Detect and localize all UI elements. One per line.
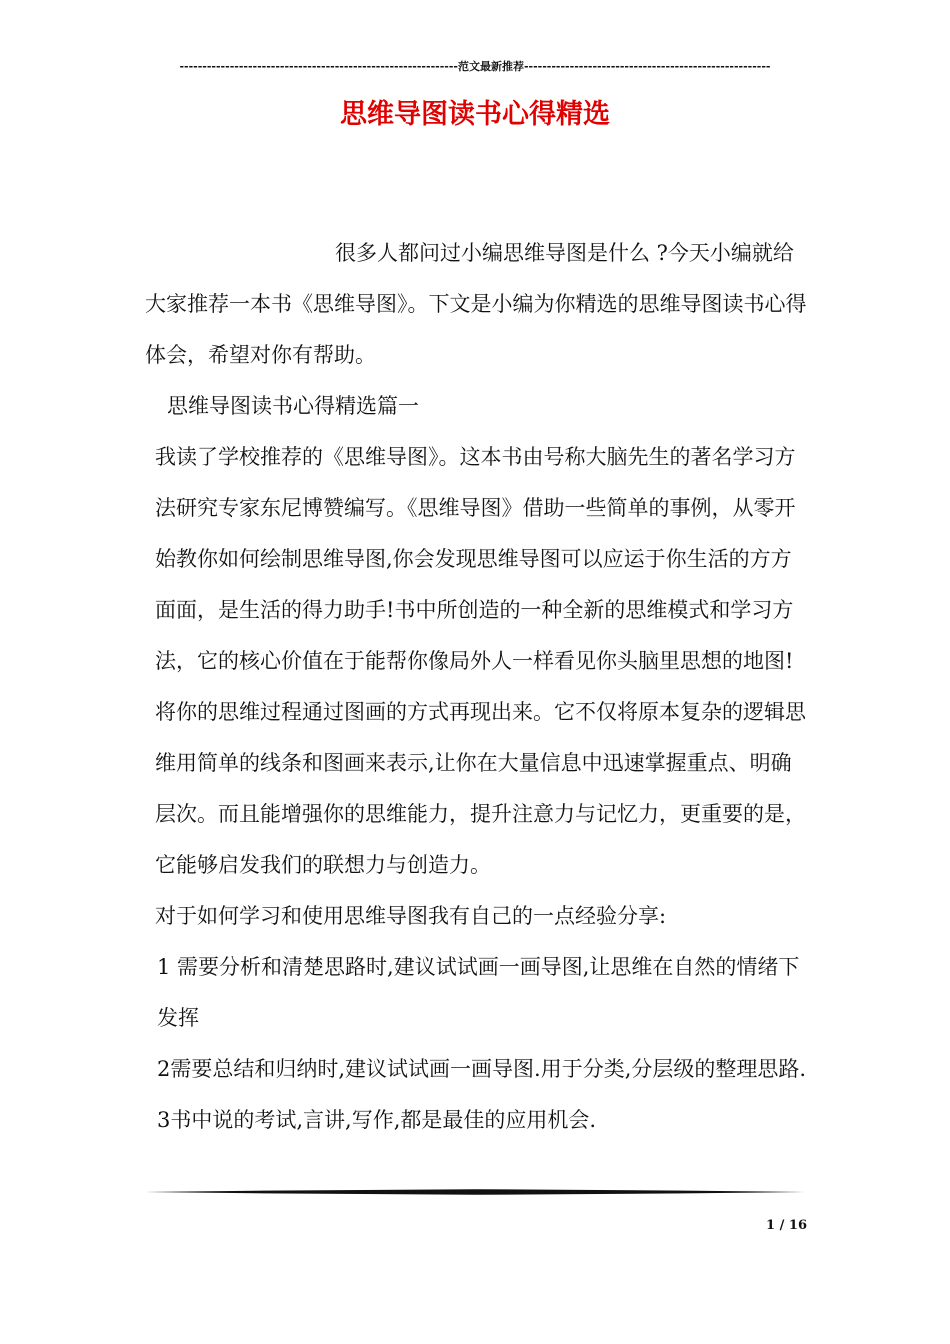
body-paragraph: 我读了学校推荐的《思维导图》。这本书由号称大脑先生的著名学习方法研究专家东尼博赞编写。《思维导图》借助一些简单的事例，从零开始教你如何绘制思维导图,你会发现思维导图可以应运于你生活的方方面面，是生活的得力助手!书中所创造的一种全新的思维模式和学习方法，它的核心价值在于能帮你像局外人一样看见你头脑里思想的地图!将你的思维过程通过图画的方式再现出来。它不仅将原本复杂的逻辑思维用简单的线条和图画来表示,让你在大量信息中迅速掌握重点、明确层次。而且能增强你的思维能力，提升注意力与记忆力，更重要的是，它能够启发我们的联想力与创造力。 xyxy=(155,445,806,877)
document-body xyxy=(145,228,810,1146)
section-heading: 思维导图读书心得精选篇一 xyxy=(167,394,419,418)
page-number xyxy=(735,1218,807,1233)
intro-paragraph: 很多人都问过小编思维导图是什么 ?今天小编就给大家推荐一本书《思维导图》。下文是小编为你精选的思维导图读书心得体会，希望对你有帮助。 xyxy=(145,241,807,367)
list-item: 3书中说的考试,言讲,写作,都是最佳的应用机会. xyxy=(157,1108,597,1132)
header-dashes-right: ------------------------------------------------------ xyxy=(523,60,771,73)
header-dashes-left: ------------------------------------------------------------- xyxy=(179,60,458,73)
page-total: 16 xyxy=(788,1218,807,1233)
footer-divider xyxy=(145,1189,805,1195)
page-header xyxy=(145,58,805,74)
body-paragraph: 对于如何学习和使用思维导图我有自己的一点经验分享: xyxy=(155,904,667,928)
list-item: 2需要总结和归纳时,建议试试画一画导图.用于分类,分层级的整理思路. xyxy=(157,1057,807,1081)
list-item: 1 需要分析和清楚思路时,建议试试画一画导图,让思维在自然的情绪下发挥 xyxy=(157,955,800,1030)
page-current: 1 xyxy=(766,1218,776,1233)
document-title: 思维导图读书心得精选 xyxy=(340,99,610,130)
header-label: 范文最新推荐 xyxy=(457,60,524,73)
page-separator: / xyxy=(779,1218,785,1233)
